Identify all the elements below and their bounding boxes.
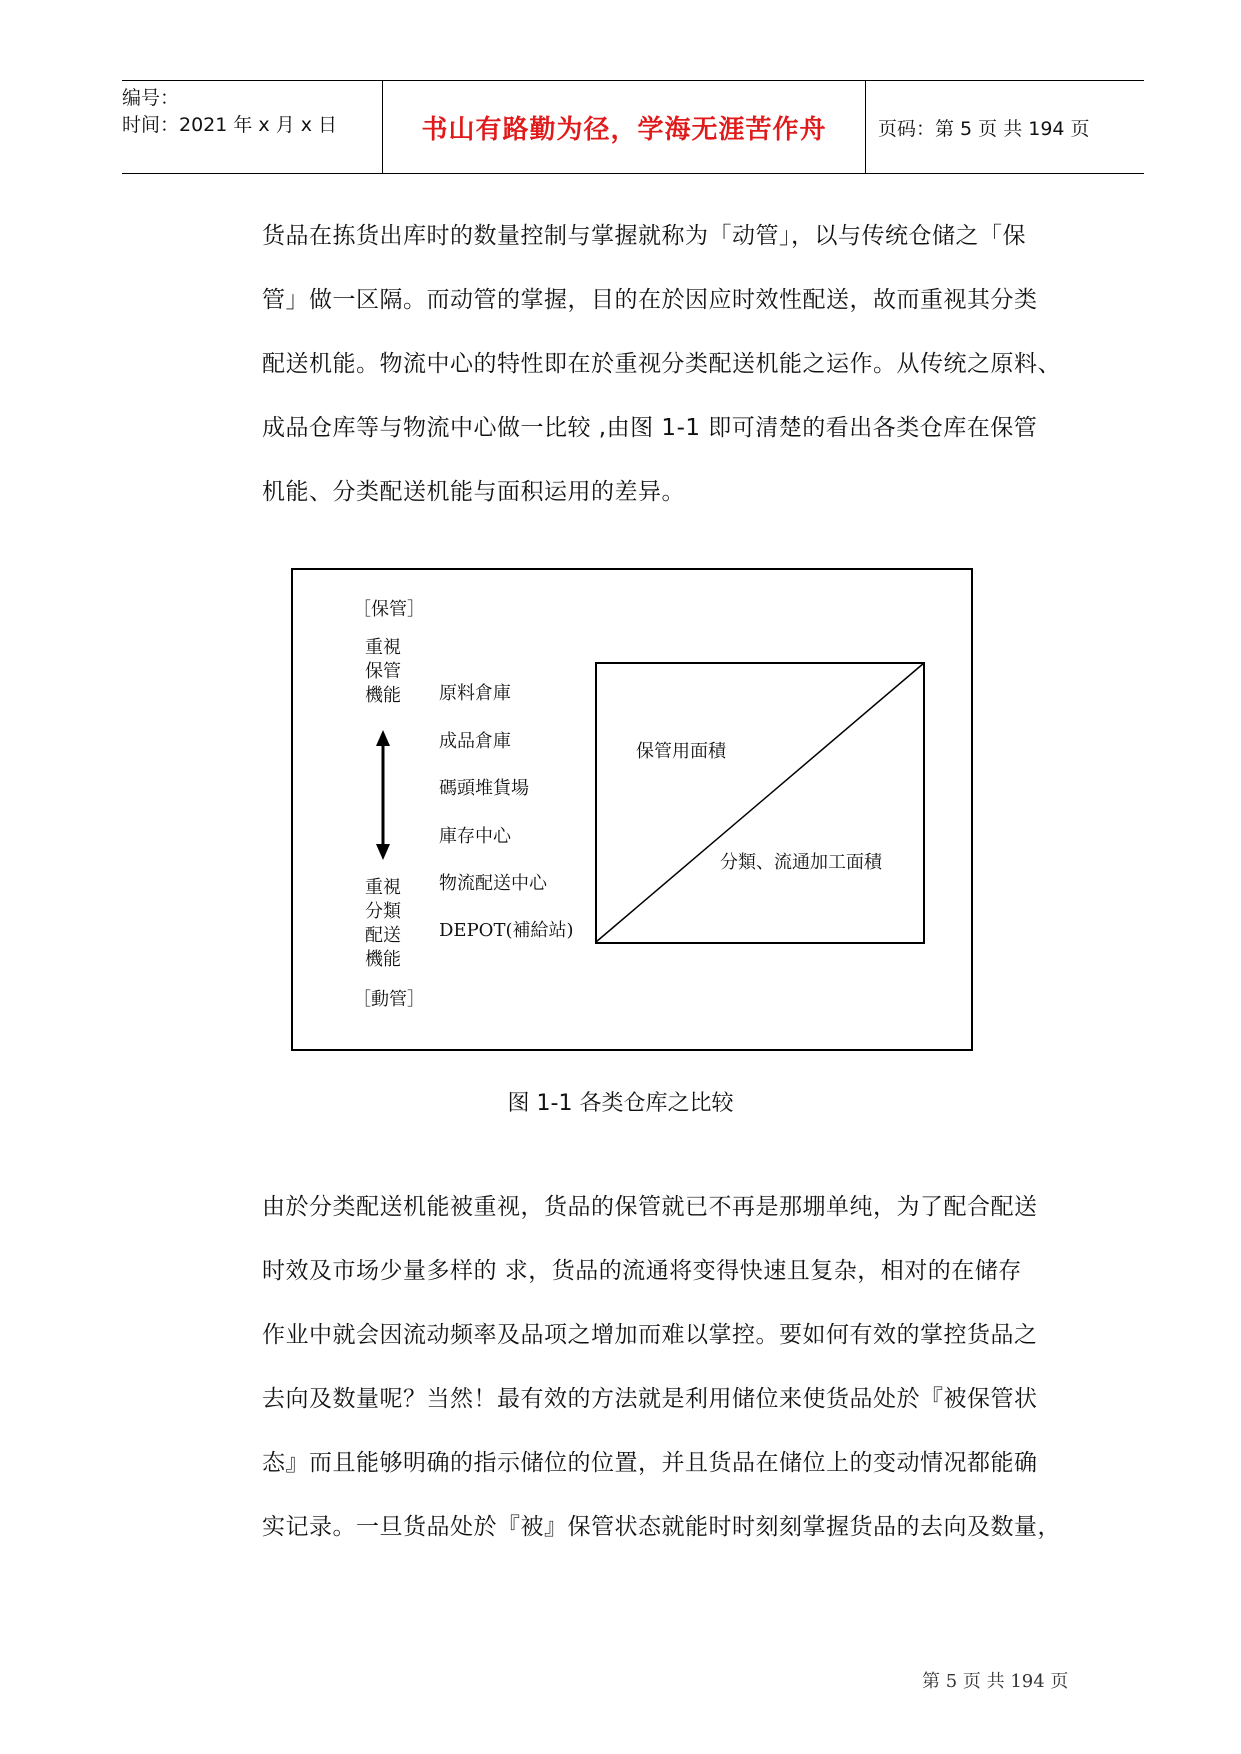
warehouse-type: 原料倉庫 <box>439 683 511 704</box>
paragraph-line: 去向及数量呢？当然！最有效的方法就是利用储位来使货品处於『被保管状 <box>262 1386 1038 1412</box>
paragraph-line: 时效及市场少量多样的 求，货品的流通将变得快速且复杂，相对的在储存 <box>262 1258 1022 1284</box>
paragraph-line: 作业中就会因流动频率及品项之增加而难以掌控。要如何有效的掌控货品之 <box>262 1322 1038 1348</box>
header-page-info: 页码：第 5 页 共 194 页 <box>878 117 1090 140</box>
area-divider <box>596 663 924 942</box>
area-diagram <box>595 662 925 944</box>
top-side-label <box>359 636 407 708</box>
paragraph-line: 货品在拣货出库时的数量控制与掌握就称为「动管」，以与传统仓储之「保 <box>262 223 1026 249</box>
paragraph-line: 由於分类配送机能被重视，货品的保管就已不再是那堋单纯，为了配合配送 <box>262 1194 1038 1220</box>
storage-area-label: 保管用面積 <box>636 741 726 762</box>
bottom-bracket-label: ［動管］ <box>353 989 425 1010</box>
top-side-line: 保管 <box>365 661 401 682</box>
warehouse-type: 庫存中心 <box>439 826 511 847</box>
page-footer: 第 5 页 共 194 页 <box>922 1671 1069 1692</box>
paragraph-line: 成品仓库等与物流中心做一比较 ,由图 1-1 即可清楚的看出各类仓库在保管 <box>262 415 1038 441</box>
bottom-side-line: 重視 <box>365 877 401 898</box>
paragraph-line: 机能、分类配送机能与面积运用的差异。 <box>262 479 685 505</box>
warehouse-type: 物流配送中心 <box>439 873 547 894</box>
paragraph-line: 态』而且能够明确的指示储位的位置，并且货品在储位上的变动情况都能确 <box>262 1450 1038 1476</box>
paragraph-2 <box>262 1175 1102 1559</box>
sorting-area-label: 分類、流通加工面積 <box>720 852 882 873</box>
paragraph-1 <box>262 204 1102 524</box>
bottom-side-label <box>359 876 407 972</box>
top-side-line: 重視 <box>365 637 401 658</box>
warehouse-type: 成品倉庫 <box>439 731 511 752</box>
warehouse-type: DEPOT(補給站) <box>439 920 574 941</box>
bottom-side-line: 機能 <box>365 949 401 970</box>
header-meta <box>122 81 382 173</box>
top-bracket-label: ［保管］ <box>353 599 425 620</box>
time-label: 时间：2021 年 x 月 x 日 <box>122 114 338 136</box>
paragraph-line: 实记录。一旦货品处於『被』保管状态就能时时刻刻掌握货品的去向及数量， <box>262 1514 1061 1540</box>
figure-caption: 图 1-1 各类仓库之比较 <box>507 1091 734 1116</box>
serial-label: 编号： <box>122 87 180 109</box>
page-header <box>122 80 1144 174</box>
top-side-line: 機能 <box>365 685 401 706</box>
bottom-side-line: 分類 <box>365 901 401 922</box>
paragraph-line: 配送机能。物流中心的特性即在於重视分类配送机能之运作。从传统之原料、 <box>262 351 1061 377</box>
warehouse-type: 碼頭堆貨場 <box>439 778 529 799</box>
bottom-side-line: 配送 <box>365 925 401 946</box>
paragraph-line: 管」做一区隔。而动管的掌握，目的在於因应时效性配送，故而重视其分类 <box>262 287 1038 313</box>
double-arrow-icon <box>373 730 393 860</box>
header-motto: 书山有路勤为径，学海无涯苦作舟 <box>382 81 866 173</box>
warehouse-comparison-figure <box>291 568 973 1051</box>
